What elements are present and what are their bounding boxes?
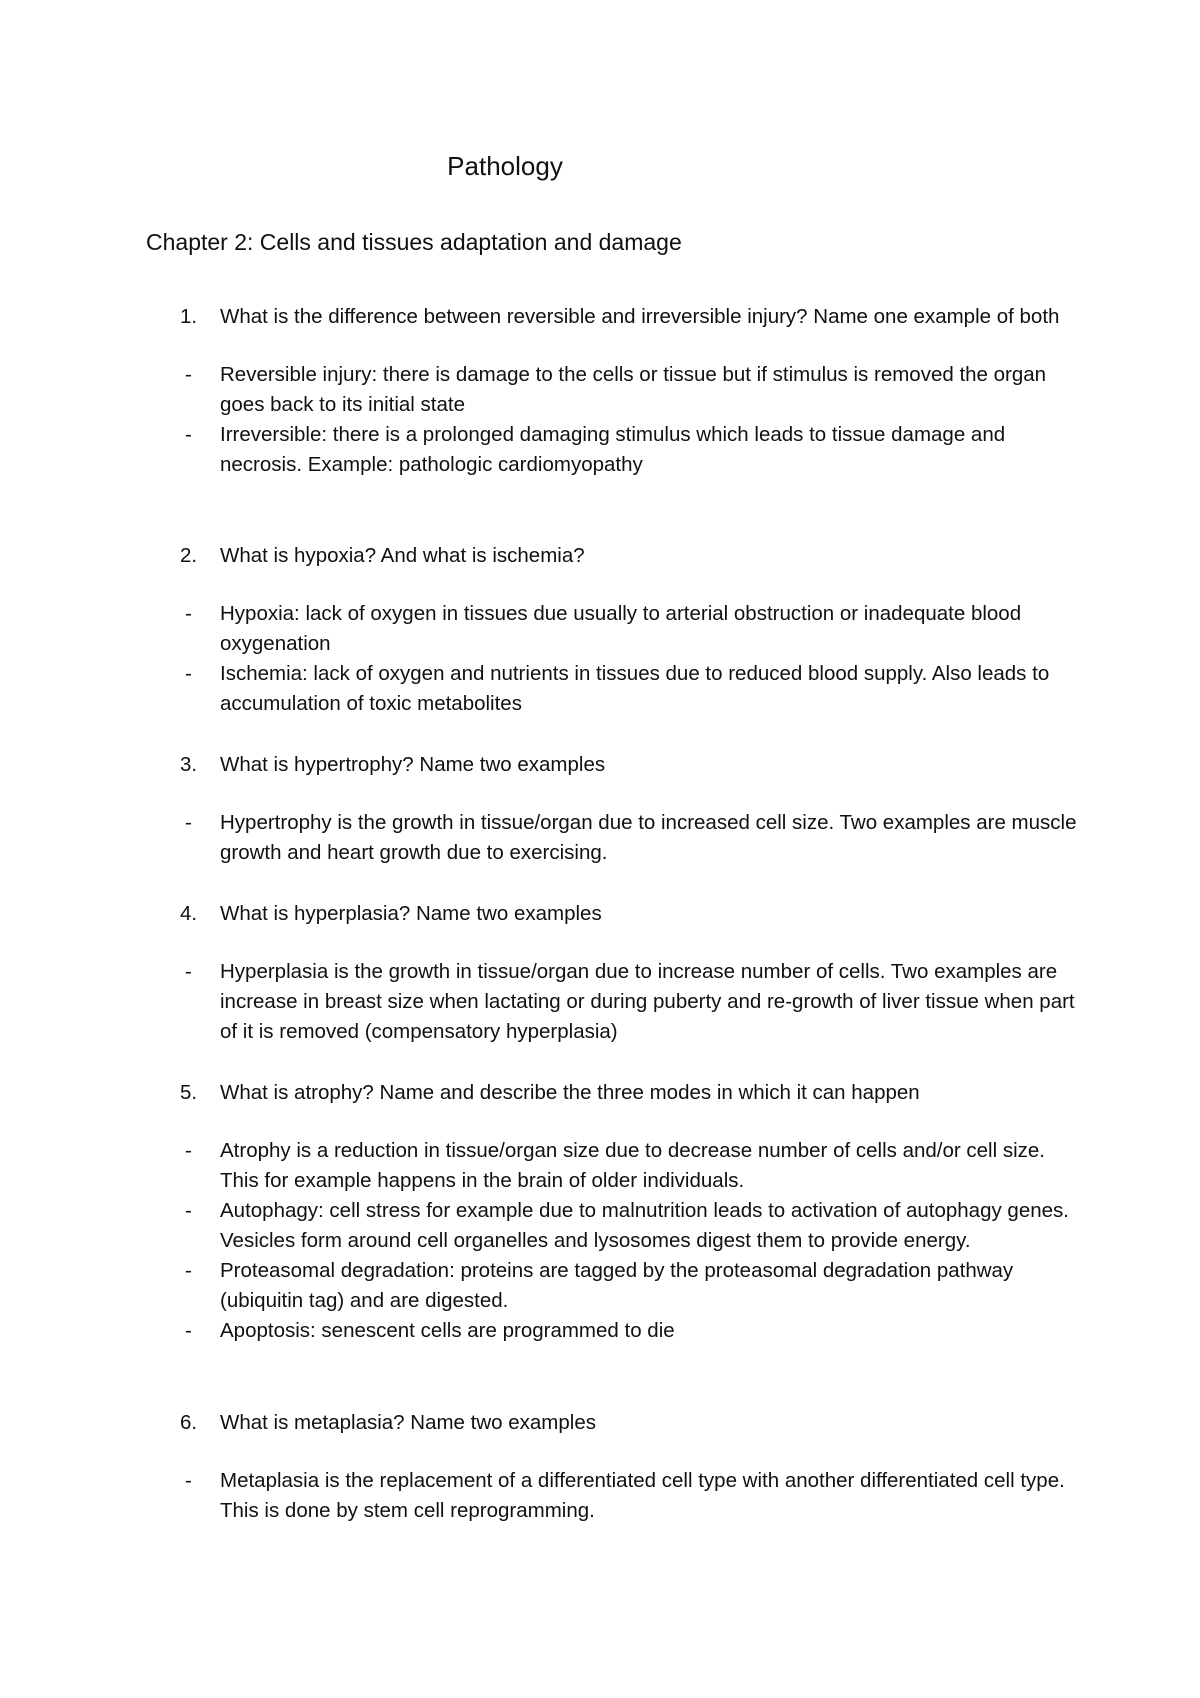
question-1 [0,302,1080,332]
answer-list [0,360,1200,480]
answer-text: Ischemia: lack of oxygen and nutrients in tissues due to reduced blood supply. Also leads to accumulation of toxic metabolites [220,662,1050,715]
answer-text: Apoptosis: senescent cells are programmed to die [220,1319,675,1342]
answer-item [0,808,1080,868]
bullet-dash [185,1196,192,1226]
answer-item [0,659,1080,719]
chapter-heading: Chapter 2: Cells and tissues adaptation and damage [146,229,682,255]
bullet-dash [185,360,192,390]
bullet-dash [185,1466,192,1496]
qa-section-6 [0,1408,1200,1526]
answer-item [0,360,1080,420]
question-number: 5. [180,1081,198,1104]
question-text: What is metaplasia? Name two examples [220,1411,596,1434]
answer-text: Reversible injury: there is damage to the cells or tissue but if stimulus is removed the organ goes back to its initial state [220,363,1047,416]
bullet-dash [185,1136,192,1166]
question-number: 2. [180,544,198,567]
answer-item [0,1466,1080,1526]
answer-list [0,599,1200,719]
question-text: What is hypoxia? And what is ischemia? [220,544,585,567]
answer-text: Hyperplasia is the growth in tissue/organ due to increase number of cells. Two examples are increase in breast size when lactating or during puberty and re-growth of liver tissue when part of it is removed (compensatory hyperplasia) [220,960,1075,1043]
answer-item [0,957,1080,1047]
question-number: 3. [180,753,198,776]
bullet-dash [185,659,192,689]
question-number: 1. [180,305,198,328]
bullet-dash [185,1316,192,1346]
bullet-dash [185,808,192,838]
qa-section-4 [0,899,1200,1047]
question-6 [0,1408,1080,1438]
answer-list [0,808,1200,868]
question-5 [0,1078,1080,1108]
bullet-dash [185,1256,192,1286]
answer-text: Metaplasia is the replacement of a differentiated cell type with another differentiated cell type. This is done by stem cell reprogramming. [220,1469,1065,1522]
answer-text: Irreversible: there is a prolonged damaging stimulus which leads to tissue damage and necrosis. Example: pathologic cardiomyopathy [220,423,1006,476]
answer-text: Proteasomal degradation: proteins are tagged by the proteasomal degradation pathway (ubiquitin tag) and are digested. [220,1259,1014,1312]
question-text: What is the difference between reversible and irreversible injury? Name one example of both [220,305,1060,328]
bullet-dash [185,957,192,987]
answer-item [0,1136,1080,1196]
answer-list [0,957,1200,1047]
bullet-dash [185,420,192,450]
bullet-dash [185,599,192,629]
answer-text: Hypoxia: lack of oxygen in tissues due usually to arterial obstruction or inadequate blood oxygenation [220,602,1022,655]
question-text: What is atrophy? Name and describe the three modes in which it can happen [220,1081,920,1104]
answer-text: Autophagy: cell stress for example due to malnutrition leads to activation of autophagy genes. Vesicles form around cell organelles and lysosomes digest them to provide energy. [220,1199,1069,1252]
question-number: 4. [180,902,198,925]
answer-item [0,420,1080,480]
question-3 [0,750,1080,780]
qa-section-2 [0,541,1200,719]
document-title: Pathology [447,151,563,181]
answer-text: Hypertrophy is the growth in tissue/organ due to increased cell size. Two examples are muscle growth and heart growth due to exercising. [220,811,1077,864]
answer-item [0,1316,1080,1346]
question-4 [0,899,1080,929]
qa-section-1 [0,302,1200,480]
answer-list [0,1466,1200,1526]
question-number: 6. [180,1411,198,1434]
question-text: What is hypertrophy? Name two examples [220,753,606,776]
answer-text: Atrophy is a reduction in tissue/organ size due to decrease number of cells and/or cell size. This for example happens in the brain of older individuals. [220,1139,1045,1192]
question-2 [0,541,1080,571]
answer-list [0,1136,1200,1346]
qa-section-3 [0,750,1200,868]
qa-section-5 [0,1078,1200,1346]
answer-item [0,599,1080,659]
answer-item [0,1256,1080,1316]
question-text: What is hyperplasia? Name two examples [220,902,602,925]
answer-item [0,1196,1080,1256]
